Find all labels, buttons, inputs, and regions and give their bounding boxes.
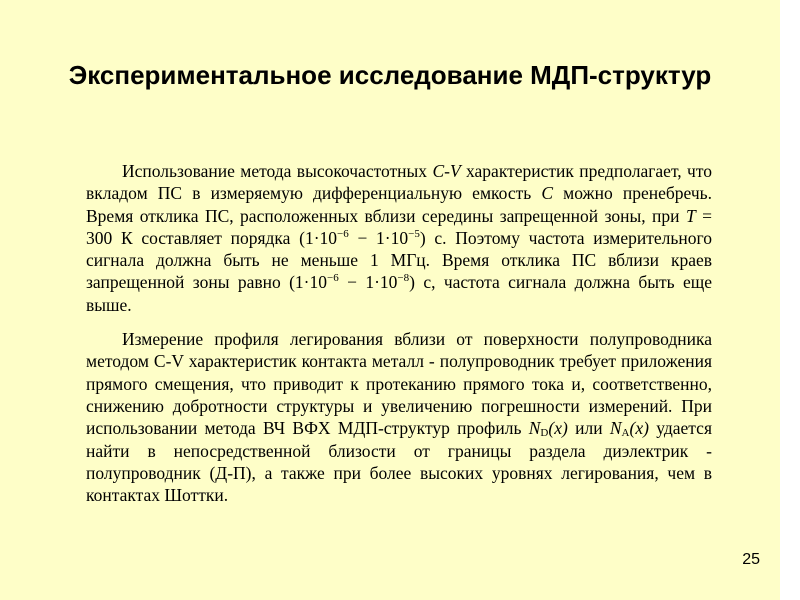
p2-donor-symbol: N	[528, 418, 541, 439]
p2-text-2: удается найти в непосредственной близости от границы раздела диэлектрик - полупроводник (Д-П), а также при более высоких уровнях легирования, чем в контактах Шоттки.	[86, 418, 712, 506]
p2-donor-subscript: D	[540, 427, 549, 440]
p1-text-1: Использование метода высокочастотных	[122, 161, 433, 181]
page-number: 25	[742, 551, 760, 568]
p2-donor-argument: (x)	[548, 418, 568, 439]
p2-acceptor-subscript: A	[621, 427, 630, 440]
p1-text-5: − 1·10	[348, 227, 409, 248]
slide-body	[86, 160, 712, 518]
p1-exponent-2: −5	[408, 227, 420, 240]
p1-text-4: = 300 К составляет порядка (1·10	[86, 205, 712, 248]
p2-acceptor-symbol: N	[609, 418, 622, 439]
p1-text-6: ) с. Поэтому частота измерительного сигнала должна быть не меньше 1 МГц. Время отклика ПС вблизи краев запрещенной зоны равно (1·10	[86, 227, 712, 293]
paragraph-2	[86, 328, 712, 506]
p1-temperature-symbol: T	[685, 205, 696, 226]
p2-or: или	[567, 418, 610, 439]
p1-text-2: характеристик предполагает, что вкладом ПС в измеряемую дифференциальную емкость	[86, 161, 713, 204]
p1-exponent-3: −6	[327, 272, 339, 285]
p2-text-1: Измерение профиля легирования вблизи от поверхности полупроводника методом С-V характеристик контакта металл - полупроводник требует приложения прямого смещения, что приводит к протеканию прямого тока и, соответственно, снижению добротности структуры и увеличению погрешности измерений. При использовании метода ВЧ ВФХ МДП-структур профиль	[86, 329, 712, 439]
slide-title: Экспериментальное исследование МДП-структур	[68, 60, 712, 90]
p2-acceptor-argument: (x)	[629, 418, 649, 439]
paragraph-1	[86, 160, 712, 316]
p1-exponent-4: −8	[397, 272, 410, 285]
p1-text-3: можно пренебречь. Время отклика ПС, расположенных вблизи середины запрещенной зоны, при	[86, 183, 712, 226]
p1-text-7: − 1·10	[338, 272, 398, 293]
p1-capacitance-symbol: С	[541, 183, 554, 204]
p1-exponent-1: −6	[337, 227, 349, 240]
p1-text-8: ) с, частота сигнала должна быть еще выше.	[86, 272, 712, 315]
p1-cv-label: С-V	[432, 161, 461, 181]
